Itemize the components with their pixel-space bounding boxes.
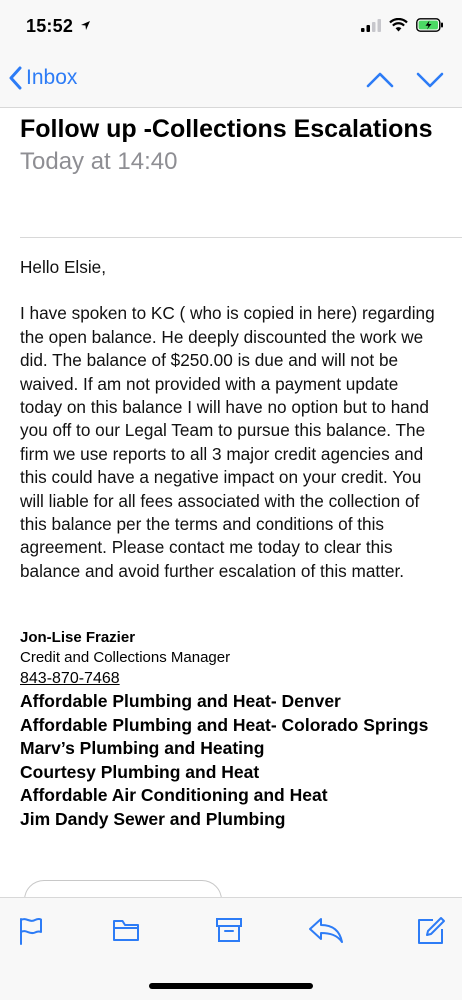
nav-bar <box>0 54 462 108</box>
status-time-text: 15:52 <box>26 16 74 36</box>
folder-icon[interactable] <box>112 916 140 944</box>
flag-icon[interactable] <box>18 916 44 946</box>
reply-icon[interactable] <box>308 916 344 944</box>
battery-charging-icon <box>416 18 444 32</box>
company-item: Affordable Plumbing and Heat- Colorado Springs <box>20 714 429 735</box>
status-icons <box>361 18 444 32</box>
company-item: Courtesy Plumbing and Heat <box>20 761 260 782</box>
email-body-paragraph: I have spoken to KC ( who is copied in here) regarding the open balance. He deeply discounted the work we did. The balance of $250.00 is due and will not be waived. If am not provided with a payment update today on this balance I will have no option but to hand you off to our Legal Team to pursue this balance. The firm we use reports to all 3 major credit agencies and this could have a negative impact on your credit. You will liable for all fees associated with the collection of this balance per the terms and conditions of this agreement. Please contact me today to clear this balance and avoid further escalation of this matter. <box>20 303 435 581</box>
message-nav-arrows <box>366 68 444 92</box>
company-item: Marv’s Plumbing and Heating <box>20 738 265 758</box>
signature-company-list <box>20 690 440 831</box>
company-item: Affordable Air Conditioning and Heat <box>20 785 328 805</box>
previous-message-chevron-up-icon[interactable] <box>366 68 394 92</box>
signature-phone-link[interactable]: 843-870-7468 <box>20 670 120 687</box>
email-date: Today at 14:40 <box>20 148 178 175</box>
email-header <box>20 114 440 177</box>
inbox-back-button[interactable] <box>8 66 77 90</box>
chevron-left-icon <box>8 66 22 90</box>
email-subject: Follow up -Collections Escalations <box>20 115 433 143</box>
compose-icon[interactable] <box>416 916 446 946</box>
email-greeting: Hello Elsie, <box>20 257 106 277</box>
signature-name: Jon-Lise Frazier <box>20 629 136 646</box>
wifi-icon <box>389 18 408 32</box>
status-bar <box>0 0 462 54</box>
home-indicator[interactable] <box>149 983 313 989</box>
company-item: Affordable Plumbing and Heat- Denver <box>20 691 341 711</box>
header-divider <box>20 237 462 238</box>
signature-title: Credit and Collections Manager <box>20 649 231 666</box>
next-message-chevron-down-icon[interactable] <box>416 68 444 92</box>
location-icon <box>80 20 91 31</box>
status-time <box>26 16 91 37</box>
email-body <box>20 256 440 583</box>
inbox-back-label: Inbox <box>26 66 78 89</box>
company-item: Jim Dandy Sewer and Plumbing <box>20 808 286 829</box>
signal-icon <box>361 19 381 32</box>
email-signature <box>20 628 440 831</box>
archive-icon[interactable] <box>215 916 243 944</box>
